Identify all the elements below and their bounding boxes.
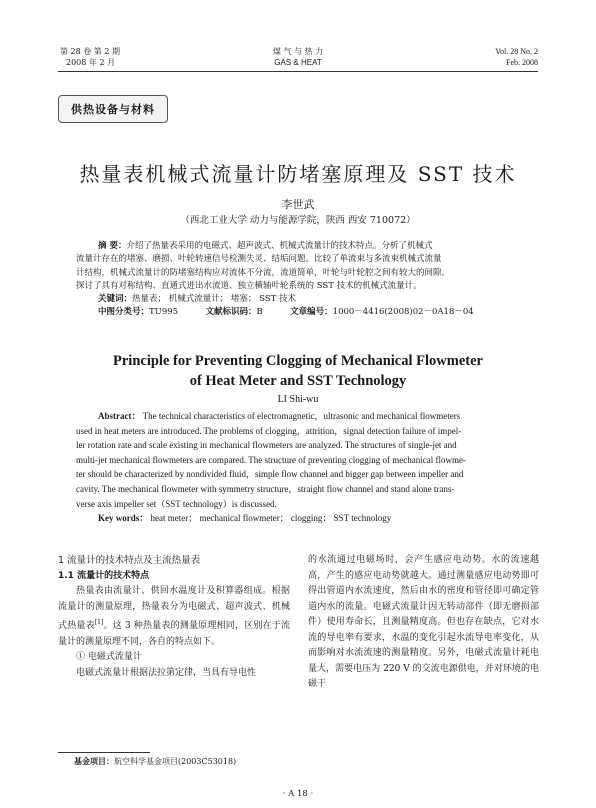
abstract-en-line: multi-jet mechanical flowmeters are compared. The structure of preventing clogging of mechanical flowme- [76,454,466,465]
abstract-cn-line: 流量计存在的堵塞、磨损、叶轮转速信号检测失灵、结垢问题。比较了单流束与多流束机械式流量 [76,254,442,265]
abstract-cn-line: 摘 要：介绍了热量表采用的电磁式、超声波式、机械式流量计的技术特点。分析了机械式 [98,241,433,251]
affiliation-cn: （西北工业大学 动力与能源学院，陕西 西安 710072） [180,215,416,226]
keywords-en-label: Key words： [98,513,149,524]
abstract-en-line: cavity. The mechanical flowmeter with symmetry structure，straight flow channel and stand alone trans- [76,483,455,494]
abstract-cn [76,240,522,320]
list-item-electromagnetic: ① 电磁式流量计 [76,652,142,662]
abstract-en-line: Abstract： The technical characteristics of electromagnetic，ultrasonic and mechanical flowmeters [98,411,461,421]
section-tag: 供热设备与材料 [58,95,168,123]
abstract-en-line: ter should be characterized by nondivided fluid，simple flow channel and bigger gap between impeller and [76,469,464,480]
page-number: · A 18 · [282,789,314,799]
keywords-cn-label: 关键词： [98,294,133,305]
abstract-cn-label: 摘 要： [98,241,127,251]
body-paragraph: 电磁式流量计根据法拉第定律，当具有导电性 [76,667,257,678]
paper-title-cn: 热量表机械式流量计防堵塞原理及 SST 技术 [79,162,517,186]
author-cn: 李世武 [281,198,315,211]
body-paragraph: 的水流通过电磁场时，会产生感应电动势。水的流速越高，产生的感应电动势就越大。通过测量感应电动势即可得出管道内水流速度，然后由水的密度和管径即可确定管道内水的流量。电磁式流量计因无转动部件（即无磨损部件）使用寿命长，且测量精度高。但也存在缺点，它对水流的导电率有要求，水温的变化引起水流导电率变化，从而影响对水流流速的测量精度。另外，电磁式流量计耗电量大，需要电压为 220 V 的交流电源供电，并对环境的电磁干 [308,555,539,689]
header-volume-en: Vol. 28 No. 2 [495,47,538,56]
header-rule [58,71,538,72]
author-en: LI Shi-wu [277,394,319,405]
clc-number: TU995 [149,307,179,318]
paper-title-en: Principle for Preventing Clogging of Mechanical Flowmeter of Heat Meter and SST Technology [113,353,483,389]
abstract-en [76,409,522,526]
body-right-column [308,553,539,693]
abstract-en-line: verse axis impeller set（SST technology）is discussed. [76,498,277,509]
classification-line: 中图分类号：TU995 文献标识码：B 文章编号：1000－4416(2008)02－0A18－04 [98,307,474,318]
header-date-en: Feb. 2008 [506,58,538,67]
keywords-cn: 关键词：热量表； 机械式流量计； 堵塞； SST 技术 [98,294,296,305]
reference-marker: [1] [94,619,104,626]
header-volume-cn: 第 28 卷 第 2 期 [60,47,120,56]
abstract-cn-line: 计结构，机械式流量计的防堵塞结构应对流体不分流，流道简单，叶轮与叶轮腔之间有较大的间隙。 [76,267,451,278]
footnote: 基金项目：航空科学基金项目(2003C53018) [74,757,237,766]
header-journal-en: GAS & HEAT [274,58,322,67]
header-date-cn: 2008 年 2 月 [66,58,116,67]
section-heading-1-1: 1.1 流量计的技术特点 [58,570,150,581]
body-paragraph: 热量表由流量计、供回水温度计及积算器组成。根据流量计的测量原理，热量表分为电磁式、超声波式、机械式热量表[1]。这 3 种热量表的测量原理相同，区别在于流量计的测量原理不同，各自的特点如下。 [58,586,290,647]
document-code: B [256,307,263,318]
keywords-en: Key words： heat meter； mechanical flowmeter； clogging； SST technology [98,513,392,524]
footnote-label: 基金项目： [74,757,114,766]
body-left-column [58,553,290,681]
abstract-en-line: ler rotation rate and scale existing in mechanical flowmeters are analyzed. The structures of single-jet and [76,440,457,451]
section-heading-1: 1 流量计的技术特点及主流热量表 [58,555,201,566]
abstract-en-label: Abstract： [98,411,141,421]
abstract-en-line: used in heat meters are introduced. The problems of clogging，attrition，signal detection failure of impel- [76,425,462,436]
article-number: 1000－4416(2008)02－0A18－04 [332,307,474,318]
abstract-cn-line: 探讨了具有对称结构、直通式进出水流道、独立横轴叶轮系统的 SST 技术的机械式流量计。 [76,280,422,291]
header-journal-cn: 煤 气 与 热 力 [272,47,324,56]
footnote-rule [58,752,150,753]
